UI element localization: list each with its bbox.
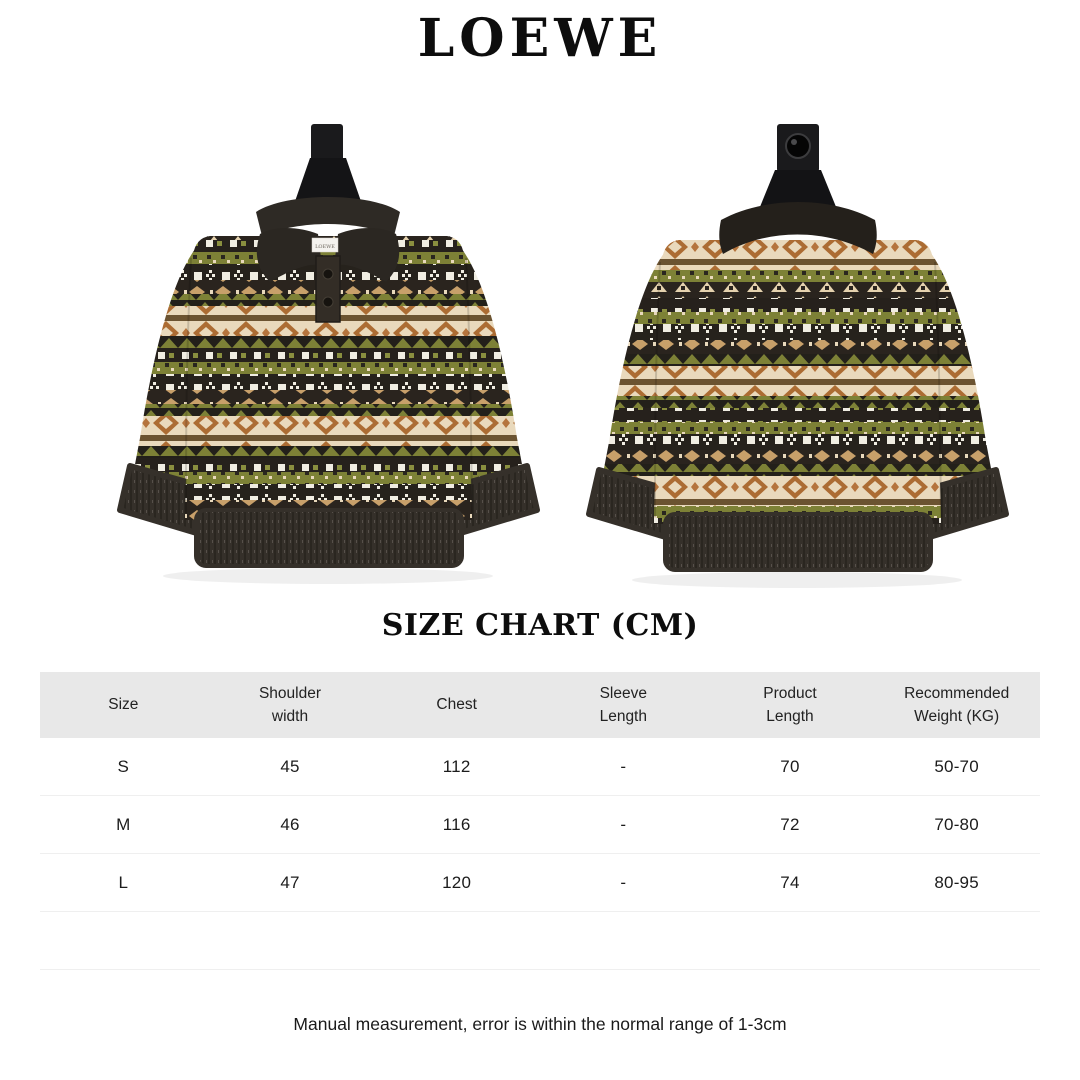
cell-chest: 116 [373,796,540,854]
button-icon [323,269,333,279]
sweater-back-illustration [575,112,1020,592]
button-placket [316,256,340,322]
hem-rib [196,510,462,566]
cell-recommended-weight: 70-80 [873,796,1040,854]
cell-recommended-weight: 50-70 [873,738,1040,796]
column-header-sleeve-length: Sleeve Length [540,672,707,738]
column-header-chest: Chest [373,672,540,738]
header-row [40,672,1040,738]
column-header-product-length: Product Length [707,672,874,738]
cell-product-length: 72 [707,796,874,854]
cell-shoulder-width: 46 [207,796,374,854]
cell-chest: 120 [373,854,540,912]
sweater-front-image [106,108,551,588]
cell-recommended-weight: 80-95 [873,854,1040,912]
column-header-recommended-weight: Recommended Weight (KG) [873,672,1040,738]
hanger-hook-hole [786,134,810,158]
cell-shoulder-width: 47 [207,854,374,912]
svg-text:LOEWE: LOEWE [315,244,335,250]
table-row-m [40,796,1040,854]
column-header-shoulder-width: Shoulder width [207,672,374,738]
column-header-size: Size [40,672,207,738]
brand-logo: LOEWE [417,8,663,69]
cell-size: S [40,738,207,796]
collar-tag [312,238,338,252]
cell-chest: 112 [373,738,540,796]
hem-rib [665,514,931,570]
cell-size: M [40,796,207,854]
cell-sleeve-length: - [540,854,707,912]
table-row-empty [40,912,1040,970]
cell-sleeve-length: - [540,738,707,796]
measurement-note: Manual measurement, error is within the normal range of 1-3cm [293,1014,787,1034]
floor-shadow [163,568,493,584]
table-row-s [40,738,1040,796]
cell-size: L [40,854,207,912]
sweater-back-image [575,112,1020,592]
size-chart-table [40,672,1040,970]
cell-sleeve-length: - [540,796,707,854]
sweater-front-illustration [106,108,551,588]
empty-cell [40,912,1040,970]
cell-product-length: 70 [707,738,874,796]
floor-shadow [632,572,962,588]
cell-product-length: 74 [707,854,874,912]
cell-shoulder-width: 45 [207,738,374,796]
button-icon [323,297,333,307]
product-images [0,108,1080,593]
size-chart-title: SIZE CHART (CM) [381,608,699,643]
table-row-l [40,854,1040,912]
